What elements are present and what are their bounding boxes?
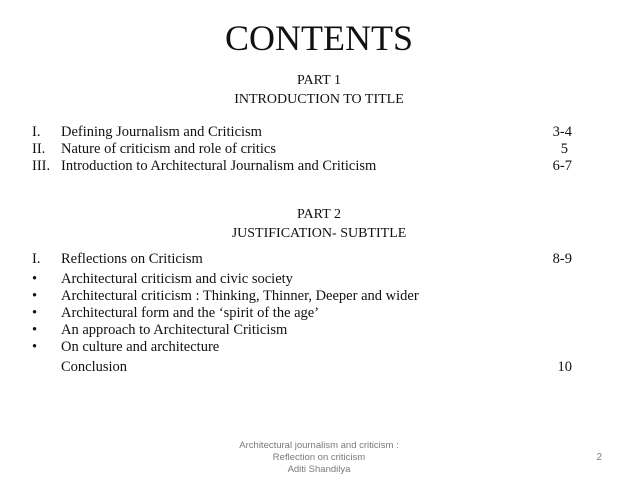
entry-text: Reflections on Criticism <box>61 251 203 267</box>
entry-page: 3-4 <box>552 124 572 140</box>
entry-marker: I. <box>32 251 41 267</box>
entry-text: Architectural criticism and civic society <box>61 271 293 287</box>
bullet-marker: • <box>32 305 38 321</box>
entry-text: On culture and architecture <box>61 339 220 355</box>
slide-footer <box>219 440 419 476</box>
page-title: CONTENTS <box>225 18 413 58</box>
toc-entry <box>32 123 572 141</box>
page-number: 2 <box>596 452 602 463</box>
toc-bullet-entry <box>32 338 572 356</box>
part1-heading: PART 1 <box>297 73 341 88</box>
toc-bullet-entry <box>32 304 572 322</box>
part2-subheading: JUSTIFICATION- SUBTITLE <box>231 226 407 241</box>
toc-entry <box>32 250 572 268</box>
entry-text: Nature of criticism and role of critics <box>61 141 277 157</box>
footer-line: Architectural journalism and criticism : <box>239 440 399 451</box>
entry-page: 5 <box>560 141 568 157</box>
entry-page: 8-9 <box>552 251 572 267</box>
bullet-marker: • <box>32 271 38 287</box>
entry-page: 6-7 <box>552 158 572 174</box>
toc-bullet-entry <box>32 321 572 339</box>
conclusion-text: Conclusion <box>61 359 128 375</box>
entry-text: Architectural form and the ‘spirit of the age’ <box>61 305 320 321</box>
entry-text: Defining Journalism and Criticism <box>61 124 262 140</box>
toc-bullet-entry <box>32 270 572 288</box>
toc-conclusion <box>32 358 572 376</box>
entry-marker: III. <box>32 158 51 174</box>
entry-text: Introduction to Architectural Journalism and Criticism <box>61 158 377 174</box>
part2-heading: PART 2 <box>297 207 341 222</box>
footer-author: Aditi Shandilya <box>287 464 351 475</box>
toc-entry <box>32 140 572 158</box>
toc-bullet-entry <box>32 287 572 305</box>
entry-marker: II. <box>32 141 46 157</box>
conclusion-page: 10 <box>557 359 572 375</box>
footer-line: Reflection on criticism <box>272 452 366 463</box>
bullet-marker: • <box>32 339 38 355</box>
bullet-marker: • <box>32 322 38 338</box>
toc-entry <box>32 157 572 175</box>
entry-marker: I. <box>32 124 41 140</box>
entry-text: An approach to Architectural Criticism <box>61 322 288 338</box>
part1-subheading: INTRODUCTION TO TITLE <box>234 92 404 107</box>
bullet-marker: • <box>32 288 38 304</box>
entry-text: Architectural criticism : Thinking, Thinner, Deeper and wider <box>61 288 419 304</box>
